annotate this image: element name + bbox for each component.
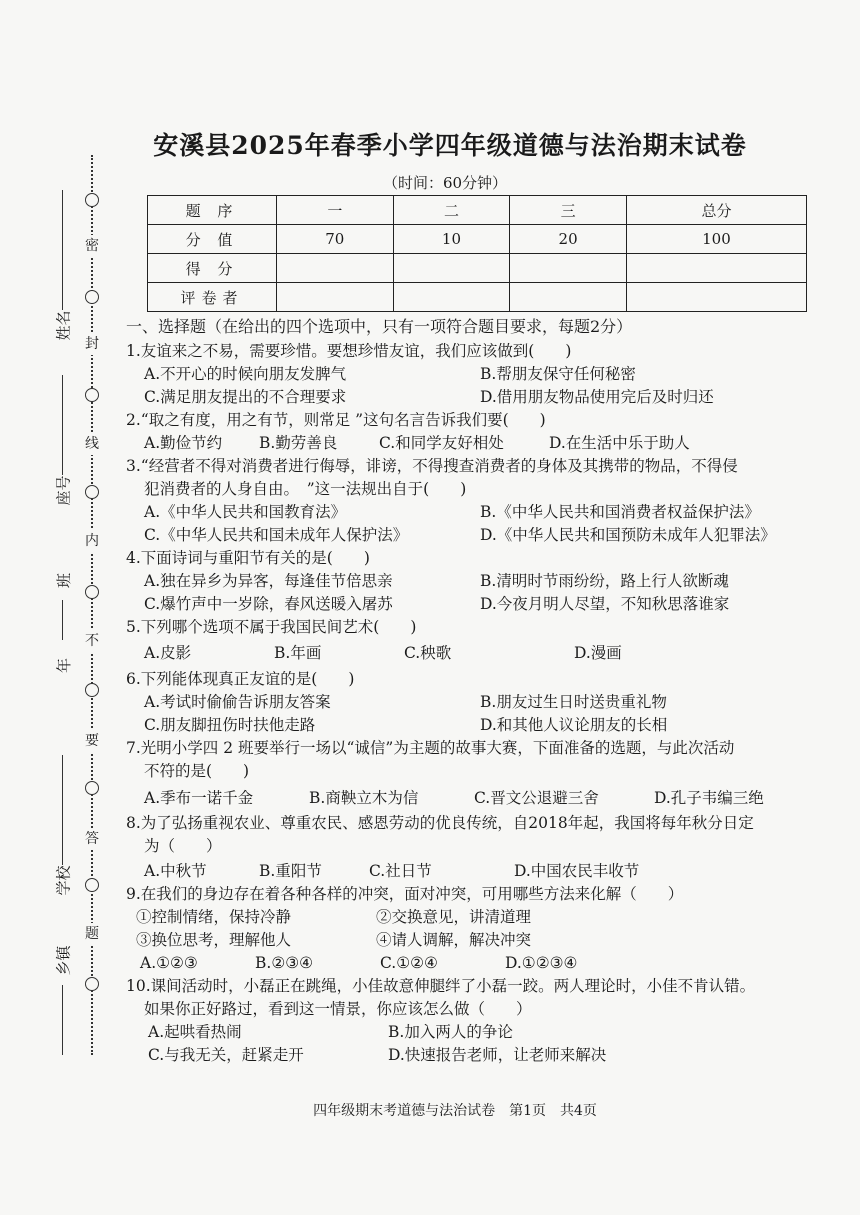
score-table [147, 195, 807, 312]
option[interactable]: D.《中华人民共和国预防未成年人犯罪法》 [480, 526, 776, 544]
option[interactable]: D.和其他人议论朋友的长相 [480, 716, 668, 734]
circle-icon [85, 388, 99, 402]
question: 4.下面诗词与重阳节有关的是( ) [126, 549, 370, 567]
seal-char: 内 [82, 530, 102, 552]
table-cell: 20 [510, 225, 627, 254]
table-cell: 一 [277, 196, 394, 225]
option[interactable]: B.加入两人的争论 [388, 1023, 513, 1041]
question-continued: 不符的是( ) [144, 762, 250, 780]
option[interactable]: B.②③④ [255, 954, 314, 972]
score-input-cell[interactable] [277, 254, 394, 283]
option[interactable]: B.勤劳善良 [259, 434, 338, 452]
class-underline[interactable] [62, 600, 63, 640]
option[interactable]: C.朋友脚扭伤时扶他走路 [144, 716, 316, 734]
grade-label: 年 [55, 657, 74, 674]
option[interactable]: A.考试时偷偷告诉朋友答案 [144, 693, 331, 711]
score-input-cell[interactable] [626, 254, 806, 283]
table-cell: 得 分 [148, 254, 277, 283]
circle-icon [85, 290, 99, 304]
option[interactable]: D.今夜月明人尽望，不知秋思落谁家 [480, 595, 730, 613]
options [126, 642, 816, 665]
option[interactable]: A.勤俭节约 [144, 434, 223, 452]
option[interactable]: C.秧歌 [404, 644, 452, 662]
question-continued: 为（ ） [144, 837, 222, 855]
score-input-cell[interactable] [510, 254, 627, 283]
circle-icon [85, 878, 99, 892]
table-cell: 三 [510, 196, 627, 225]
options [126, 570, 816, 616]
question-continued: 犯消费者的人身自由。 ”这一法规出自于( ) [144, 480, 467, 498]
option[interactable]: B.重阳节 [259, 862, 322, 880]
page-title: 安溪县2025年春季小学四年级道德与法治期末试卷 [153, 131, 747, 160]
exam-duration: （时间：60分钟） [382, 174, 508, 192]
table-cell: 评卷者 [148, 283, 277, 312]
option[interactable]: D.在生活中乐于助人 [549, 434, 690, 452]
township-label: 乡镇 [54, 945, 73, 976]
option[interactable]: D.漫画 [574, 644, 622, 662]
option[interactable]: D.①②③④ [505, 954, 578, 972]
circle-icon [85, 585, 99, 599]
circle-icon [85, 193, 99, 207]
option[interactable]: A.不开心的时候向朋友发脾气 [144, 365, 347, 383]
table-cell: 总分 [626, 196, 806, 225]
table-cell: 题 序 [148, 196, 277, 225]
option[interactable]: C.晋文公退避三舍 [474, 789, 599, 807]
statement: ②交换意见，讲清道理 [376, 908, 532, 926]
options [126, 787, 816, 810]
option[interactable]: A.起哄看热闹 [148, 1023, 242, 1041]
option[interactable]: C.爆竹声中一岁除，春风送暖入屠苏 [144, 595, 393, 613]
option[interactable]: C.社日节 [369, 862, 432, 880]
seat-label: 座号 [54, 475, 73, 506]
grader-input-cell[interactable] [277, 283, 394, 312]
seat-underline[interactable] [62, 375, 63, 475]
seal-char: 密 [82, 235, 102, 257]
question: 5.下列哪个选项不属于我国民间艺术( ) [126, 618, 417, 636]
score-input-cell[interactable] [393, 254, 510, 283]
options [126, 1021, 816, 1067]
seal-char: 答 [82, 828, 102, 850]
option[interactable]: D.孔子韦编三绝 [654, 789, 764, 807]
grader-input-cell[interactable] [510, 283, 627, 312]
option[interactable]: C.《中华人民共和国未成年人保护法》 [144, 526, 409, 544]
option[interactable]: B.年画 [274, 644, 322, 662]
table-row [148, 196, 807, 225]
table-cell: 二 [393, 196, 510, 225]
circle-icon [85, 977, 99, 991]
seal-char: 线 [82, 433, 102, 455]
option[interactable]: B.帮朋友保守任何秘密 [480, 365, 636, 383]
option[interactable]: C.①②④ [380, 954, 438, 972]
options [126, 363, 816, 409]
table-row [148, 225, 807, 254]
option[interactable]: C.满足朋友提出的不合理要求 [144, 388, 347, 406]
statement: ④请人调解，解决冲突 [376, 931, 532, 949]
option[interactable]: D.中国农民丰收节 [514, 862, 640, 880]
table-row [148, 254, 807, 283]
question: 9.在我们的身边存在着各种各样的冲突，面对冲突，可用哪些方法来化解（ ） [126, 885, 684, 903]
grader-input-cell[interactable] [393, 283, 510, 312]
option[interactable]: A.《中华人民共和国教育法》 [144, 503, 347, 521]
question: 6.下列能体现真正友谊的是( ) [126, 670, 355, 688]
option[interactable]: A.独在异乡为异客，每逢佳节倍思亲 [144, 572, 393, 590]
question: 3.“经营者不得对消费者进行侮辱，诽谤，不得搜查消费者的身体及其携带的物品，不得侵 [126, 457, 738, 475]
table-cell: 70 [277, 225, 394, 254]
class-label: 班 [55, 572, 74, 589]
options [126, 501, 816, 547]
statement: ③换位思考，理解他人 [136, 931, 292, 949]
question-section [126, 315, 816, 1067]
township-underline[interactable] [62, 985, 63, 1055]
options [126, 691, 816, 737]
circle-icon [85, 683, 99, 697]
option[interactable]: A.皮影 [144, 644, 192, 662]
seal-char: 题 [82, 923, 102, 945]
option[interactable]: B.朋友过生日时送贵重礼物 [480, 693, 667, 711]
option[interactable]: D.借用朋友物品使用完后及时归还 [480, 388, 714, 406]
question: 10.课间活动时，小磊正在跳绳，小佳故意伸腿绊了小磊一跤。两人理论时，小佳不肯认错。 [126, 977, 756, 995]
option[interactable]: D.快速报告老师，让老师来解决 [388, 1046, 607, 1064]
school-underline[interactable] [62, 755, 63, 865]
section-heading: 一、选择题（在给出的四个选项中，只有一项符合题目要求，每题2分） [126, 317, 633, 336]
option[interactable]: C.和同学友好相处 [379, 434, 504, 452]
circle-icon [85, 485, 99, 499]
statement-items [126, 906, 816, 952]
option[interactable]: A.中秋节 [144, 862, 207, 880]
table-cell: 分 值 [148, 225, 277, 254]
options [126, 952, 816, 975]
option[interactable]: B.商鞅立木为信 [309, 789, 419, 807]
option[interactable]: A.①②③ [140, 954, 198, 972]
question: 7.光明小学四 2 班要举行一场以“诚信”为主题的故事大赛，下面准备的选题，与此次活动 [126, 739, 735, 757]
circle-icon [85, 781, 99, 795]
grader-input-cell[interactable] [626, 283, 806, 312]
statement: ①控制情绪，保持冷静 [136, 908, 292, 926]
seal-line [82, 155, 102, 1055]
table-cell: 100 [626, 225, 806, 254]
question-continued: 如果你正好路过，看到这一情景，你应该怎么做（ ） [144, 1000, 532, 1018]
option[interactable]: A.季布一诺千金 [144, 789, 254, 807]
question: 2.“取之有度，用之有节，则常足 ”这句名言告诉我们要( ) [126, 411, 546, 429]
option[interactable]: C.与我无关，赶紧走开 [148, 1046, 304, 1064]
option[interactable]: B.《中华人民共和国消费者权益保护法》 [480, 503, 760, 521]
table-cell: 10 [393, 225, 510, 254]
options [126, 860, 816, 883]
name-underline[interactable] [62, 190, 63, 310]
table-row [148, 283, 807, 312]
school-label: 学校 [54, 865, 73, 896]
page-footer: 四年级期末考道德与法治试卷 第1页 共4页 [313, 1103, 597, 1119]
name-label: 姓名 [54, 310, 73, 341]
seal-char: 不 [82, 630, 102, 652]
question: 1.友谊来之不易，需要珍惜。要想珍惜友谊，我们应该做到( ) [126, 342, 572, 360]
seal-char: 封 [82, 333, 102, 355]
question: 8.为了弘扬重视农业、尊重农民、感恩劳动的优良传统，自2018年起，我国将每年秋分日定 [126, 814, 754, 832]
option[interactable]: B.清明时节雨纷纷，路上行人欲断魂 [480, 572, 729, 590]
options [126, 432, 816, 455]
seal-char: 要 [82, 730, 102, 752]
